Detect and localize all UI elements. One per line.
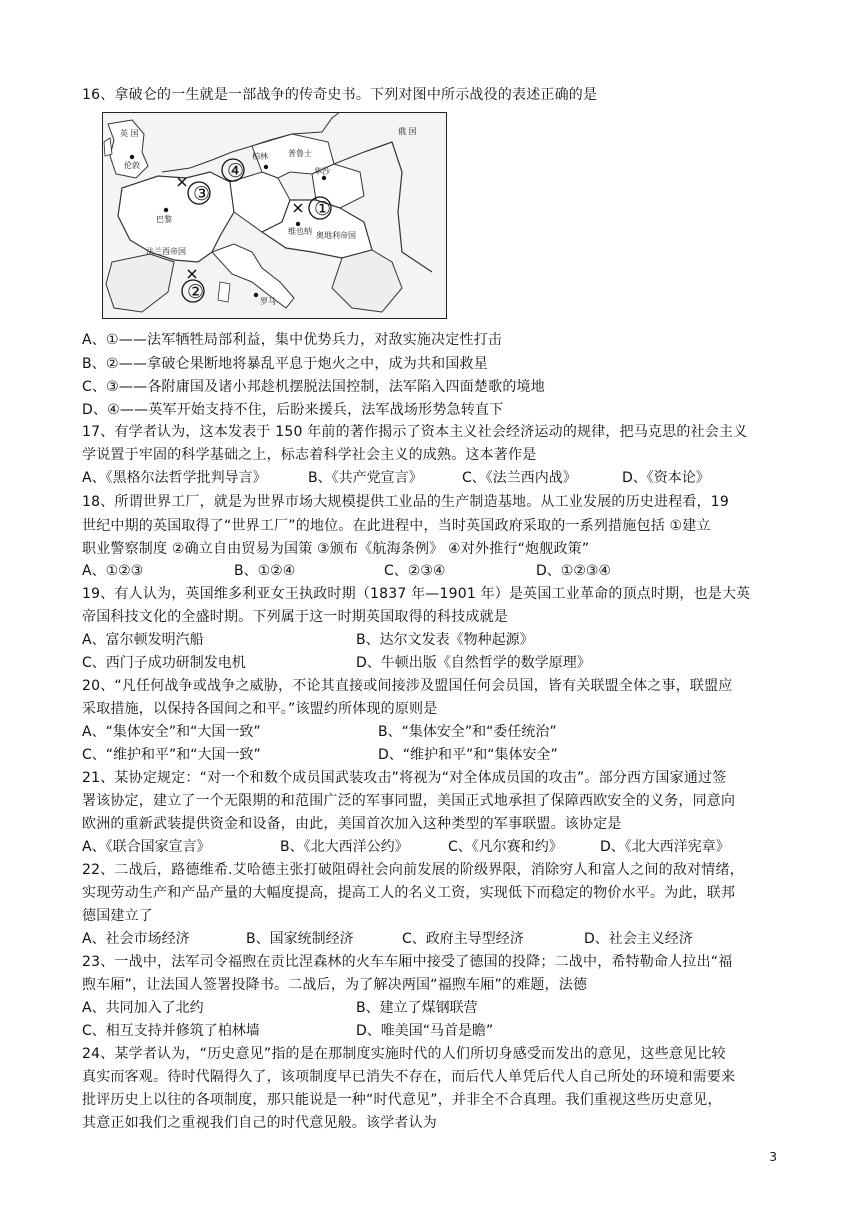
q19-option-a: A、富尔顿发明汽船 bbox=[82, 632, 204, 648]
q17-option-b: B、《共产党宣言》 bbox=[308, 470, 423, 486]
q21-stem-line-3: 欧洲的重新武装提供资金和设备，由此，美国首次加入这种类型的军事联盟。该协定是 bbox=[82, 816, 622, 832]
q18-option-b: B、①②④ bbox=[234, 563, 296, 579]
q16-option-c: C、③——各附庸国及诸小邦趁机摆脱法国控制，法军陷入四面楚歌的境地 bbox=[82, 379, 545, 395]
q19-stem-line-2: 帝国科技文化的全盛时期。下列属于这一时期英国取得的科技成就是 bbox=[82, 609, 508, 625]
q24-stem-line-1: 24、某学者认为，“历史意见”指的是在那制度实施时代的人们所切身感受而发出的意见，这些意见比较 bbox=[82, 1046, 726, 1062]
page-number: 3 bbox=[769, 1150, 777, 1164]
q21-stem-line-2: 署该协定，建立了一个无限期的和范围广泛的军事同盟，美国正式地承担了保障西欧安全的义务，同意向 bbox=[82, 793, 736, 809]
london-dot bbox=[130, 155, 134, 159]
q17-stem-line-2: 学说置于牢固的科学基础之上，标志着科学社会主义的成熟。这本著作是 bbox=[82, 447, 537, 463]
q19-option-b: B、达尔文发表《物种起源》 bbox=[356, 632, 534, 648]
sardinia-island bbox=[218, 282, 230, 302]
q21-option-a: A、《联合国家宣言》 bbox=[82, 839, 211, 855]
label-austria: 奥地利帝国 bbox=[316, 231, 356, 240]
q18-stem-line-2: 世纪中期的英国取得了“世界工厂”的地位。在此进程中，当时英国政府采取的一系列措施包括 ①建立 bbox=[82, 518, 711, 534]
paris-dot bbox=[164, 208, 168, 212]
q18-option-d: D、①②③④ bbox=[536, 563, 611, 579]
marker-3: ③ bbox=[193, 183, 211, 205]
q21-option-c: C、《凡尔赛和约》 bbox=[448, 839, 563, 855]
q22-option-d: D、社会主义经济 bbox=[584, 931, 693, 947]
q18-option-c: C、②③④ bbox=[384, 563, 446, 579]
q20-option-d: D、“维护和平”和“集体安全” bbox=[378, 747, 558, 763]
napoleon-battle-map bbox=[102, 112, 447, 319]
rome-dot bbox=[254, 293, 258, 297]
q18-option-a: A、①②③ bbox=[82, 563, 144, 579]
q20-stem-line-1: 20、“凡任何战争或战争之威胁，不论其直接或间接涉及盟国任何会员国，皆有关联盟全体之事，联盟应 bbox=[82, 678, 733, 694]
q16-stem: 16、拿破仑的一生就是一部战争的传奇史书。下列对图中所示战役的表述正确的是 bbox=[82, 87, 598, 103]
label-uk: 英 国 bbox=[120, 129, 139, 138]
q21-option-b: B、《北大西洋公约》 bbox=[280, 839, 409, 855]
label-london: 伦敦 bbox=[124, 161, 140, 170]
q23-option-b: B、建立了煤钢联营 bbox=[356, 1000, 478, 1016]
q19-option-c: C、西门子成功研制发电机 bbox=[82, 655, 246, 671]
q23-option-c: C、相互支持并修筑了柏林墙 bbox=[82, 1023, 260, 1039]
map-figure bbox=[102, 112, 447, 319]
q17-option-d: D、《资本论》 bbox=[622, 470, 710, 486]
q21-option-d: D、《北大西洋宪章》 bbox=[600, 839, 730, 855]
q23-stem-line-2: 煦车厢”，让法国人签署投降书。二战后，为了解决两国“福煦车厢”的难题，法德 bbox=[82, 977, 588, 993]
berlin-dot bbox=[264, 165, 268, 169]
q19-stem-line-1: 19、有人认为，英国维多利亚女王执政时期（1837 年—1901 年）是英国工业革命的顶点时期，也是大英 bbox=[82, 586, 751, 602]
q20-option-b: B、“集体安全”和“委任统治” bbox=[378, 724, 557, 740]
marker-2: ② bbox=[187, 281, 205, 303]
q20-option-a: A、“集体安全”和“大国一致” bbox=[82, 724, 261, 740]
label-prussia: 普鲁士 bbox=[288, 149, 312, 158]
q24-stem-line-2: 真实而客观。待时代隔得久了，该项制度早已消失不存在，而后代人单凭后代人自己所处的环境和需要来 bbox=[82, 1069, 736, 1085]
label-paris: 巴黎 bbox=[156, 215, 172, 224]
q23-option-d: D、唯美国“马首是瞻” bbox=[356, 1023, 494, 1039]
q17-option-a: A、《黑格尔法哲学批判导言》 bbox=[82, 470, 267, 486]
label-rome: 罗马 bbox=[260, 297, 276, 306]
q23-stem-line-1: 23、一战中，法军司令福煦在贡比涅森林的火车车厢中接受了德国的投降；二战中，希特勒命人拉出“福 bbox=[82, 954, 733, 970]
q20-stem-line-2: 采取措施，以保持各国间之和平。”该盟约所体现的原则是 bbox=[82, 701, 438, 717]
q22-stem-line-2: 实现劳动生产和产品产量的大幅度提高，提高工人的名义工资，实现低下而稳定的物价水平。为此，联邦 bbox=[82, 885, 736, 901]
q18-stem-line-1: 18、所谓世界工厂，就是为世界市场大规模提供工业品的生产制造基地。从工业发展的历史进程看，19 bbox=[82, 494, 730, 510]
q20-option-c: C、“维护和平”和“大国一致” bbox=[82, 747, 261, 763]
q16-option-a: A、①——法军牺牲局部利益，集中优势兵力，对敌实施决定性打击 bbox=[82, 332, 503, 348]
label-warsaw: 华沙 bbox=[314, 167, 330, 176]
q18-stem-line-3: 职业警察制度 ②确立自由贸易为国策 ③颁布《航海条例》 ④对外推行“炮舰政策” bbox=[82, 541, 590, 557]
label-france: 法兰西帝国 bbox=[146, 247, 186, 256]
q22-option-c: C、政府主导型经济 bbox=[402, 931, 524, 947]
label-russia: 俄 国 bbox=[398, 127, 417, 136]
q22-option-a: A、社会市场经济 bbox=[82, 931, 190, 947]
q19-option-d: D、牛顿出版《自然哲学的数学原理》 bbox=[356, 655, 591, 671]
warsaw-dot bbox=[322, 176, 326, 180]
marker-1: ① bbox=[314, 198, 332, 220]
q16-option-b: B、②——拿破仑果断地将暴乱平息于炮火之中，成为共和国救星 bbox=[82, 356, 488, 372]
q17-option-c: C、《法兰西内战》 bbox=[462, 470, 577, 486]
vienna-dot bbox=[296, 222, 300, 226]
q17-stem-line-1: 17、有学者认为，这本发表于 150 年前的著作揭示了资本主义社会经济运动的规律，把马克思的社会主义 bbox=[82, 424, 748, 440]
marker-4: ④ bbox=[227, 160, 245, 182]
q22-stem-line-1: 22、二战后，路德维希.艾哈德主张打破阻碍社会向前发展的阶级界限，消除穷人和富人之间的敌对情绪， bbox=[82, 862, 744, 878]
label-vienna: 维也纳 bbox=[288, 227, 312, 236]
q22-option-b: B、国家统制经济 bbox=[246, 931, 354, 947]
q22-stem-line-3: 德国建立了 bbox=[82, 908, 153, 924]
q24-stem-line-4: 其意正如我们之重视我们自己的时代意见般。该学者认为 bbox=[82, 1115, 437, 1131]
q23-option-a: A、共同加入了北约 bbox=[82, 1000, 204, 1016]
q24-stem-line-3: 批评历史上以往的各项制度，那只能说是一种“时代意见”，并非全不合真理。我们重视这些历史意见， bbox=[82, 1092, 722, 1108]
label-berlin: 柏林 bbox=[252, 152, 268, 161]
q21-stem-line-1: 21、某协定规定：“对一个和数个成员国武装攻击”将视为“对全体成员国的攻击”。部分西方国家通过签 bbox=[82, 770, 727, 786]
q16-option-d: D、④——英军开始支持不住，后盼来援兵，法军战场形势急转直下 bbox=[82, 402, 504, 418]
